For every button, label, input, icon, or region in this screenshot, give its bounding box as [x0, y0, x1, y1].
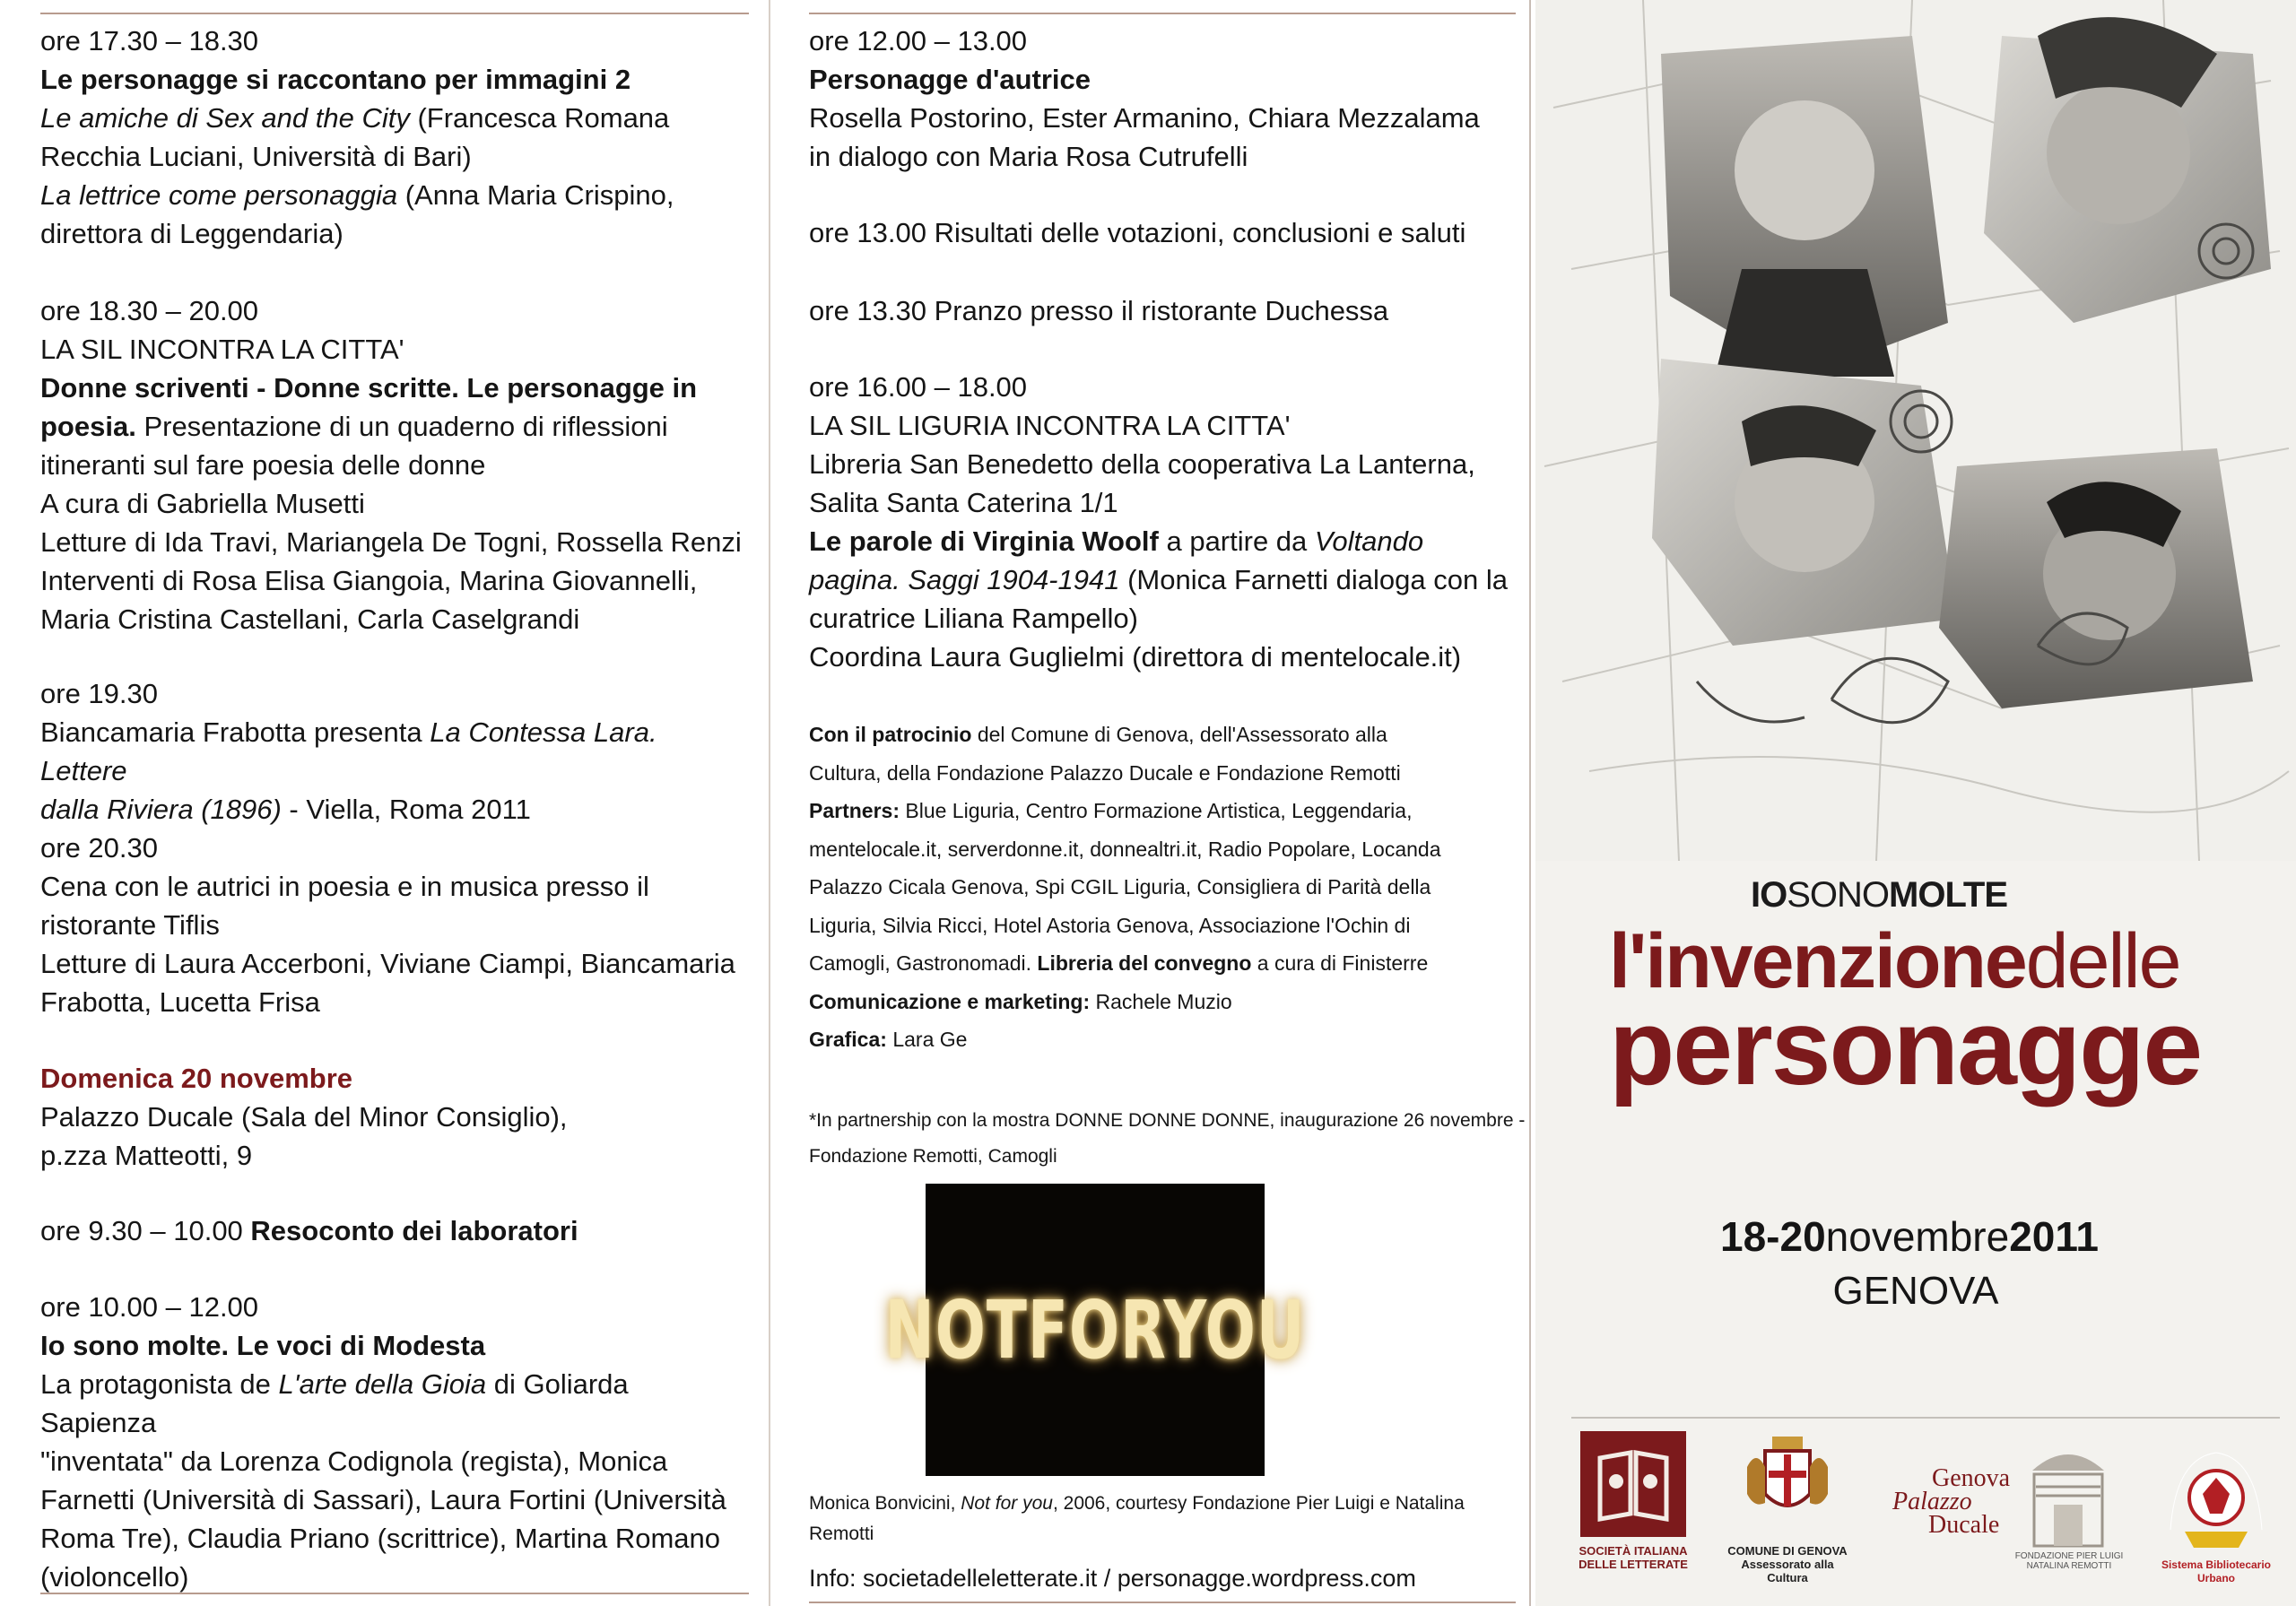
credit-line: Camogli, Gastronomadi. — [809, 951, 1038, 975]
artwork-image — [884, 1184, 1306, 1476]
credit-line: Cultura, della Fondazione Palazzo Ducale e Fondazione Remotti — [809, 760, 1401, 785]
info-line — [809, 1558, 1518, 1598]
session-10 — [809, 368, 1518, 676]
session-line: "inventata" da Lorenza Codignola (regista), Monica — [40, 1445, 668, 1477]
session-line: Salita Santa Caterina 1/1 — [809, 487, 1118, 518]
session-line: Cena con le autrici in poesia e in musica presso il — [40, 871, 649, 902]
credit-heading: Libreria del convegno — [1037, 951, 1252, 975]
venue-line: p.zza Matteotti, 9 — [40, 1140, 253, 1171]
session-line: Letture di Ida Travi, Mariangela De Togni, Rossella Renzi — [40, 526, 742, 558]
face-shape — [1735, 100, 1874, 240]
speaker-text: (Anna Maria Crispino, — [397, 179, 674, 211]
logo-divider — [1571, 1417, 2280, 1419]
session-time: ore 12.00 – 13.00 — [809, 25, 1028, 56]
book-title: L'arte della Gioia — [278, 1368, 487, 1400]
sil-logo — [1580, 1431, 1686, 1537]
credit-heading: Partners: — [809, 799, 900, 822]
credit-line: Rachele Muzio — [1090, 989, 1232, 1013]
cover-date — [1720, 1212, 2099, 1261]
date-year: 2011 — [2009, 1213, 2100, 1260]
venue-line: Palazzo Ducale (Sala del Minor Consiglio), — [40, 1101, 568, 1133]
photo-collage — [1535, 0, 2296, 861]
session-line: - Viella, Roma 2011 — [281, 794, 531, 825]
session-line: curatrice Liliana Rampello) — [809, 603, 1138, 634]
caption-line: Assessorato alla Cultura — [1741, 1558, 1834, 1584]
talk-title: La lettrice come personaggia — [40, 179, 398, 211]
session-line: Presentazione di un quaderno di riflessioni — [135, 411, 668, 442]
session-line: ristorante Tiflis — [40, 909, 220, 941]
info-text: Info: societadelleletterate.it / personagge.wordpress.com — [809, 1565, 1416, 1592]
palazzo-ducale-logo — [1892, 1464, 2011, 1539]
session-line: ore 13.00 Risultati delle votazioni, conclusioni e saluti — [809, 217, 1466, 248]
remotti-logo-caption: FONDAZIONE PIER LUIGI NATALINA REMOTTI — [2014, 1551, 2124, 1571]
session-title: Le personagge si raccontano per immagini 2 — [40, 64, 631, 95]
session-line: in dialogo con Maria Rosa Cutrufelli — [809, 141, 1248, 172]
day-heading-block — [40, 1059, 749, 1175]
session-title: poesia. — [40, 411, 136, 442]
session-line: (Monica Farnetti dialoga con la — [1119, 564, 1508, 595]
session-2 — [40, 291, 749, 638]
session-1 — [40, 22, 749, 253]
bottom-rule — [40, 1593, 749, 1594]
left-panel — [0, 0, 767, 1606]
sbu-logo-caption: Sistema Bibliotecario Urbano — [2161, 1558, 2272, 1584]
bottom-rule — [809, 1602, 1516, 1603]
book-title: Voltando — [1314, 525, 1424, 557]
partnership-note — [809, 1106, 1526, 1172]
speaker-text: (Francesca Romana — [409, 102, 670, 134]
logo-word: Palazzo — [1892, 1488, 1972, 1515]
session-line: a partire da — [1158, 525, 1315, 557]
artwork-text: NOTFORYOU — [884, 1283, 1306, 1376]
session-line: La protagonista de — [40, 1368, 279, 1400]
session-line: (violoncello) — [40, 1561, 189, 1593]
session-line: di Goliarda Sapienza — [40, 1368, 629, 1438]
kicker-io: IO — [1751, 875, 1787, 915]
session-9 — [809, 291, 1518, 330]
credit-line: Lara Ge — [886, 1028, 968, 1051]
session-time: ore 19.30 — [40, 678, 158, 709]
session-time: ore 20.30 — [40, 832, 158, 864]
artwork-caption — [809, 1489, 1526, 1550]
session-line: itineranti sul fare poesia delle donne — [40, 449, 486, 481]
remotti-building-icon — [2025, 1435, 2111, 1551]
session-time: ore 16.00 – 18.00 — [809, 371, 1028, 403]
talk-title: Le amiche di Sex and the City — [40, 102, 410, 134]
cover-title-line2: personagge — [1609, 987, 2202, 1107]
credit-heading: Con il patrocinio — [809, 723, 972, 746]
session-line: LA SIL LIGURIA INCONTRA LA CITTA' — [809, 410, 1291, 441]
note-line: *In partnership con la mostra DONNE DONNE DONNE, inaugurazione 26 novembre - — [809, 1110, 1526, 1131]
caption-text: , 2006, courtesy Fondazione Pier Luigi e Natalina Remotti — [809, 1493, 1465, 1544]
credit-line: Palazzo Cicala Genova, Spi CGIL Liguria, Consigliera di Parità della — [809, 875, 1431, 898]
title-word: l'invenzione — [1609, 918, 2026, 1004]
credit-line: Liguria, Silvia Ricci, Hotel Astoria Genova, Associazione l'Ochin di — [809, 913, 1411, 937]
kicker-sono: SONO — [1787, 875, 1890, 915]
caption-line: COMUNE DI GENOVA — [1727, 1544, 1848, 1558]
session-title: Donne scriventi - Donne scritte. Le personagge in — [40, 372, 698, 404]
genova-crest-icon — [1738, 1431, 1837, 1535]
credit-heading: Grafica: — [809, 1028, 887, 1051]
credit-line: del Comune di Genova, dell'Assessorato alla — [971, 723, 1387, 746]
session-line: Roma Tre), Claudia Priano (scrittrice), Martina Romano — [40, 1523, 721, 1554]
top-rule — [40, 13, 749, 14]
session-title: Io sono molte. Le voci di Modesta — [40, 1330, 486, 1361]
title-word: delle — [2025, 918, 2180, 1004]
session-line: Letture di Laura Accerboni, Viviane Ciampi, Biancamaria — [40, 948, 735, 979]
session-title: Resoconto dei laboratori — [250, 1215, 578, 1246]
cover-kicker — [1751, 875, 2007, 916]
session-line: Farnetti (Università di Sassari), Laura Fortini (Università — [40, 1484, 726, 1515]
session-line: Maria Cristina Castellani, Carla Caselgrandi — [40, 603, 580, 635]
session-line: Libreria San Benedetto della cooperativa La Lanterna, — [809, 448, 1475, 480]
caption-text: Monica Bonvicini, — [809, 1493, 961, 1514]
caption-title: Not for you — [961, 1493, 1053, 1514]
session-line: LA SIL INCONTRA LA CITTA' — [40, 334, 404, 365]
session-3 — [40, 674, 749, 829]
sil-logo-caption: SOCIETÀ ITALIANA DELLE LETTERATE — [1578, 1544, 1688, 1571]
credits — [809, 716, 1518, 1059]
session-line: Coordina Laura Guglielmi (direttora di mentelocale.it) — [809, 641, 1462, 673]
book-title: La Contessa Lara. Lettere — [40, 716, 657, 786]
date-days: 18-20 — [1720, 1213, 1826, 1260]
genova-logo-caption — [1720, 1544, 1855, 1584]
credit-line: Blue Liguria, Centro Formazione Artistica, Leggendaria, — [899, 799, 1413, 822]
session-line: Frabotta, Lucetta Frisa — [40, 986, 320, 1018]
cover-city: GENOVA — [1832, 1269, 1999, 1313]
cover-panel — [1535, 0, 2296, 1606]
speaker-text: direttora di Leggendaria) — [40, 218, 344, 249]
session-time: ore 10.00 – 12.00 — [40, 1291, 259, 1323]
date-month: novembre — [1825, 1213, 2010, 1260]
logo-word: Genova — [1932, 1464, 2011, 1492]
logo-word: Ducale — [1928, 1511, 2000, 1539]
session-time: ore 17.30 – 18.30 — [40, 25, 259, 56]
fold-line — [1529, 0, 1531, 1606]
credit-line: a cura di Finisterre — [1251, 951, 1429, 975]
session-4 — [40, 829, 749, 1021]
session-time: ore 18.30 – 20.00 — [40, 295, 259, 326]
session-line: Rosella Postorino, Ester Armanino, Chiara Mezzalama — [809, 102, 1480, 134]
session-line: Interventi di Rosa Elisa Giangoia, Marina Giovannelli, — [40, 565, 698, 596]
session-title: Le parole di Virginia Woolf — [809, 525, 1159, 557]
note-line: Fondazione Remotti, Camogli — [809, 1146, 1057, 1167]
credit-heading: Comunicazione e marketing: — [809, 989, 1091, 1013]
fold-line — [769, 0, 770, 1606]
session-title: Personagge d'autrice — [809, 64, 1091, 95]
kicker-molte: MOLTE — [1889, 875, 2008, 915]
book-title: dalla Riviera (1896) — [40, 794, 282, 825]
book-icon — [1580, 1431, 1686, 1537]
middle-panel — [771, 0, 1525, 1606]
speaker-text: Recchia Luciani, Università di Bari) — [40, 141, 472, 172]
sbu-logo-icon — [2149, 1431, 2283, 1557]
session-line: Biancamaria Frabotta presenta — [40, 716, 430, 748]
session-5 — [40, 1211, 749, 1250]
session-6 — [40, 1288, 749, 1596]
session-8 — [809, 213, 1518, 252]
session-time: ore 9.30 – 10.00 — [40, 1215, 251, 1246]
top-rule — [809, 13, 1516, 14]
session-line: A cura di Gabriella Musetti — [40, 488, 365, 519]
credit-line: mentelocale.it, serverdonne.it, donnealtri.it, Radio Popolare, Locanda — [809, 837, 1441, 861]
book-title: pagina. Saggi 1904-1941 — [809, 564, 1120, 595]
session-line: ore 13.30 Pranzo presso il ristorante Duchessa — [809, 295, 1389, 326]
session-7 — [809, 22, 1518, 176]
day-title: Domenica 20 novembre — [40, 1063, 353, 1094]
